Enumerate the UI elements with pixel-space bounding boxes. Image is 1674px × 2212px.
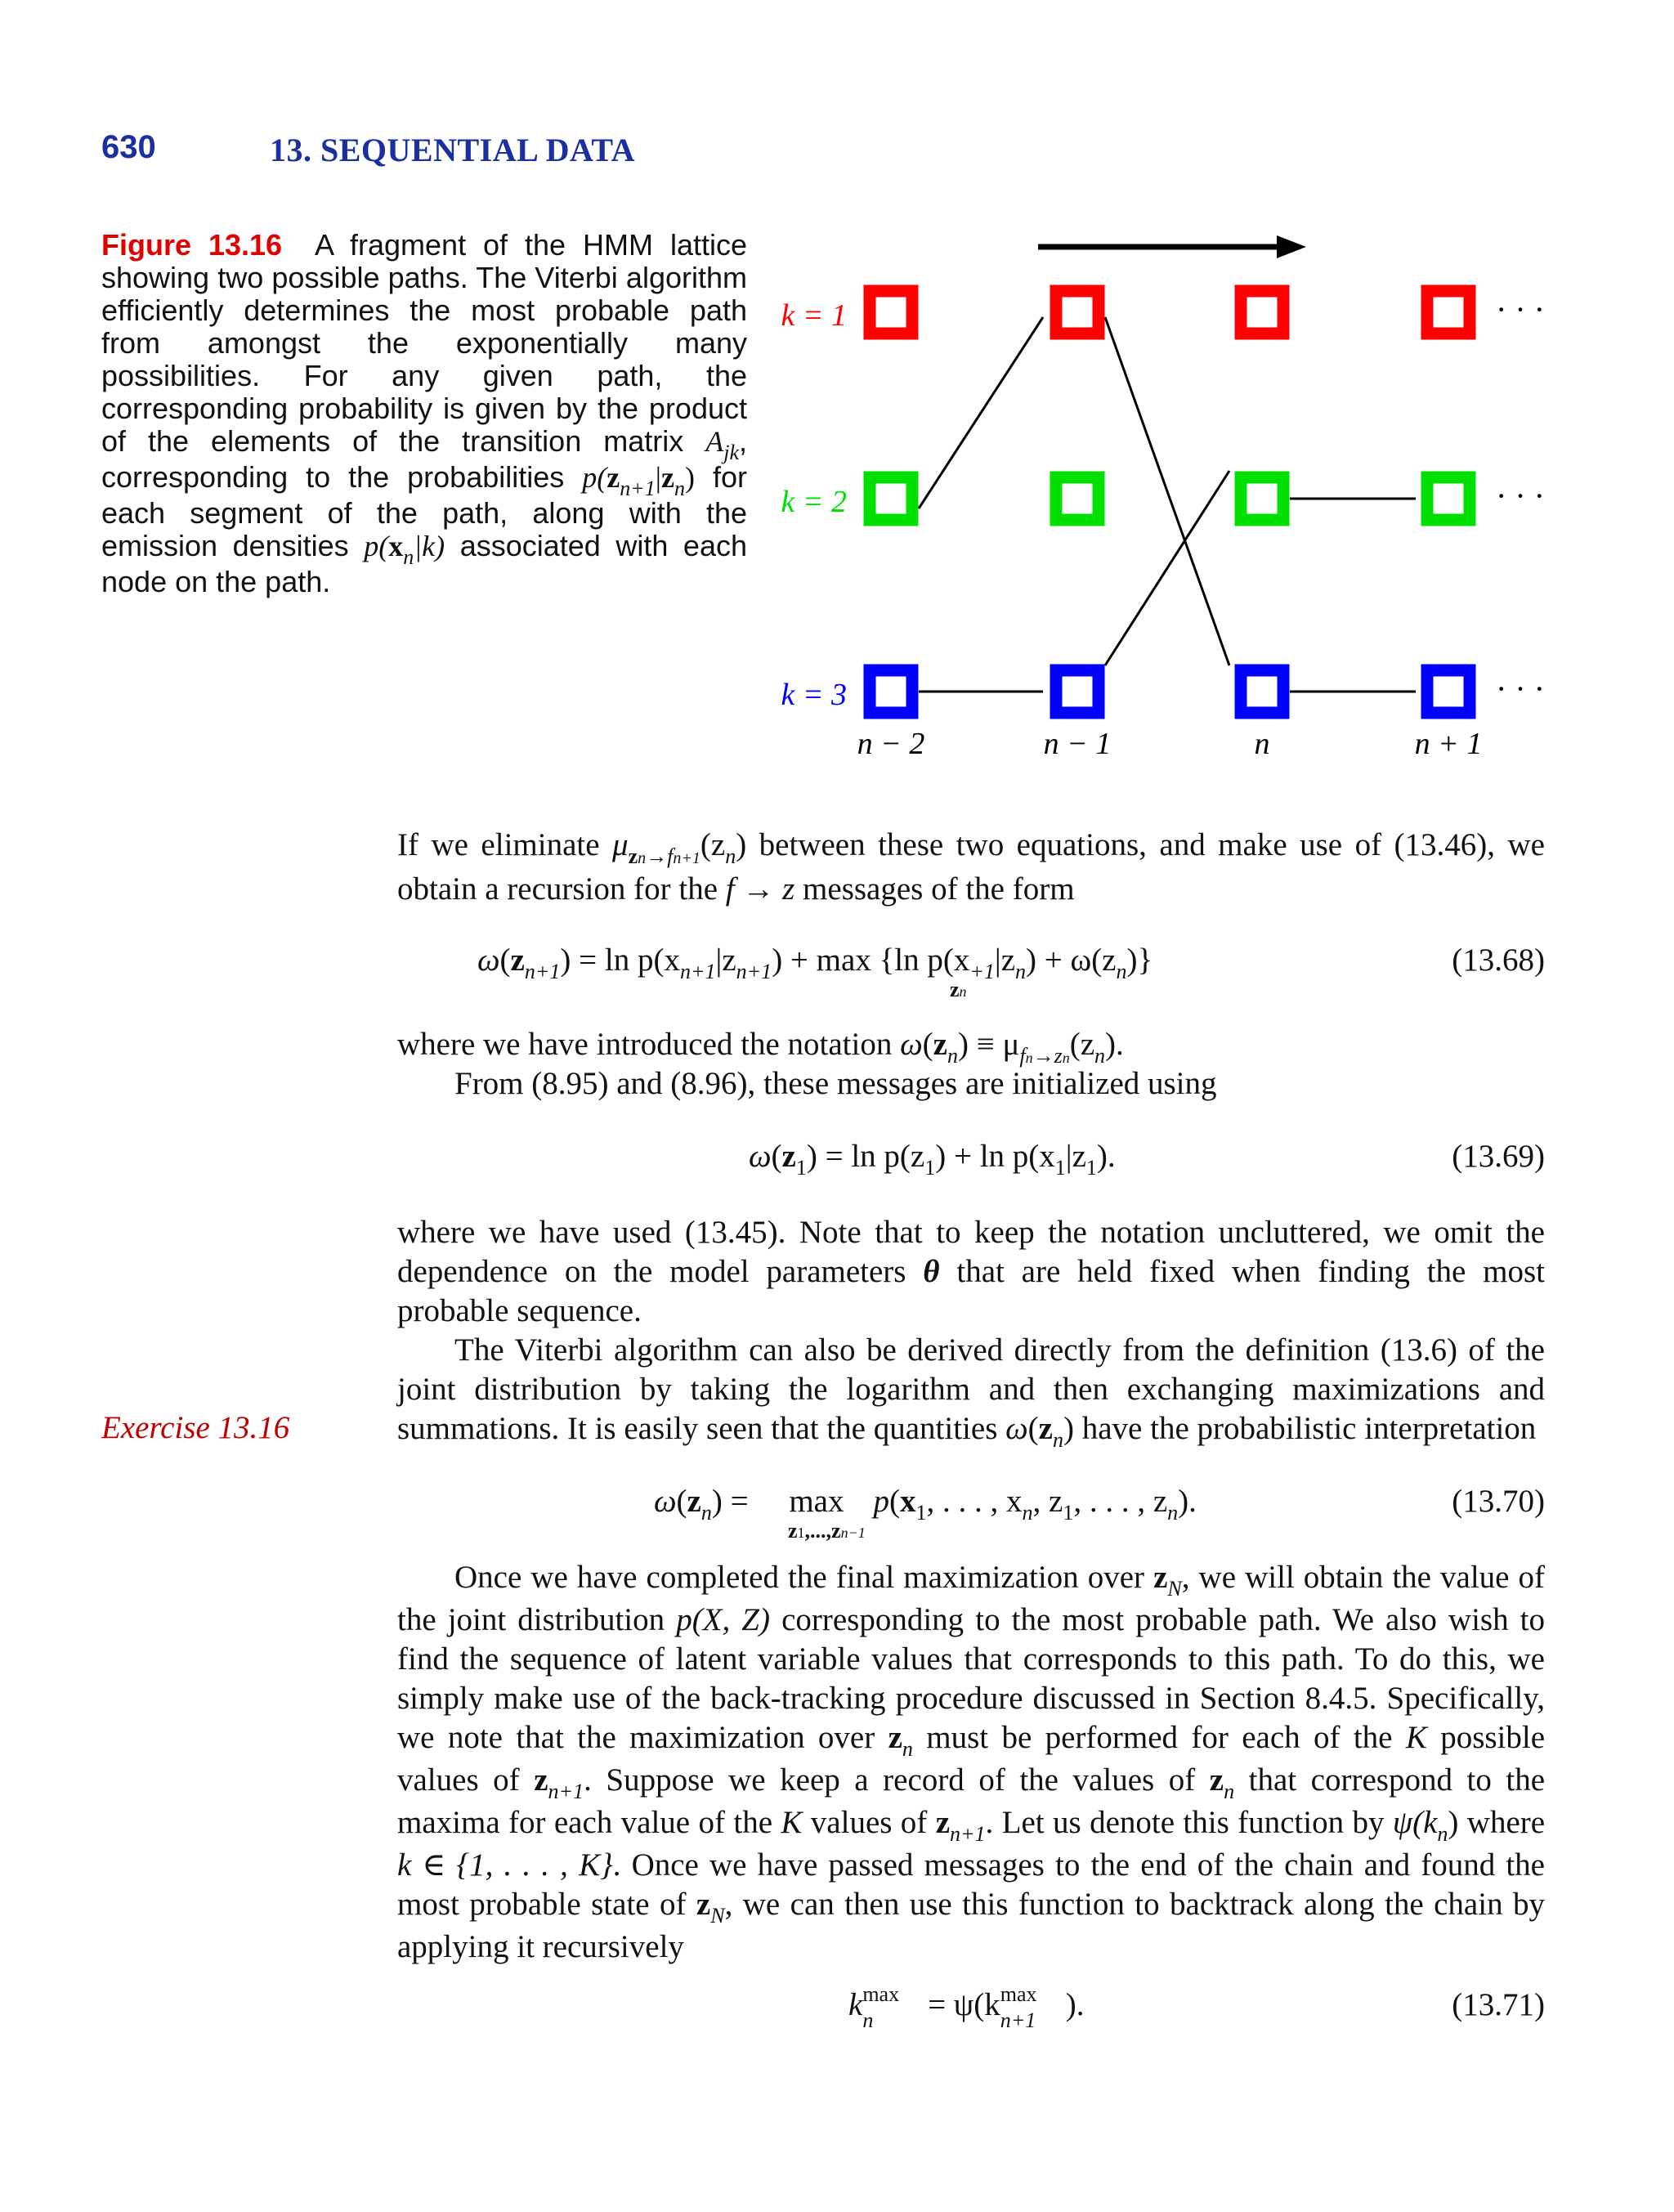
path-segment (1105, 317, 1229, 665)
eq68-max-subscript: zn (950, 978, 967, 1001)
paragraph-2: where we have introduced the notation $\omega(z_n) \equiv \mu_{fn\to zn}(z_n)$. (397, 1027, 1124, 1068)
page-number: 630 (101, 129, 156, 165)
equation-13-69: $\omega(z_1) = \ln p(z_1) + \ln p(x_1|z_1)$. (13.69) (749, 1139, 1545, 1180)
ellipsis-k2: · · · (1496, 477, 1545, 514)
ellipsis-k3: · · · (1496, 670, 1545, 707)
equation-13-70: $\omega(z_n) = \max p(x_1$, . . . , $x_n$, $z_1$, . . . , $z_n$). z1,...,zn−1 (13.70) (654, 1484, 1545, 1543)
figure-caption: Figure 13.16 A fragment of the HMM lattice showing two possible paths. The Viterbi algorithm efficiently determines the most probable path from amongst the exponentially many possibilities. For any given path, the corresponding probability is given by the product of the elements of the transition matrix $A_{jk}$, corresponding to the probabilities $p(z_{n+1}|z_n)$ for each segment of the path, along with the emission densities $p(x_n|k)$ associated with each node on the path. (101, 228, 748, 598)
node-k1-n-2 (870, 291, 912, 334)
node-k2-n+1 (1427, 477, 1470, 520)
node-k3-n (1241, 670, 1283, 713)
paragraph-1: If we eliminate $\mu_{zn\to fn+1}(z_n)$ between these two equations, and make use of (13.46), we obtain a recursion for the f → z messages of the form (397, 827, 1545, 907)
lattice-nodes (870, 291, 1470, 713)
column-label-n-1: n − 1 (1043, 727, 1112, 761)
path-segment (919, 317, 1043, 508)
equation-number-13-70: (13.70) (1452, 1484, 1545, 1519)
paragraph-5: The Viterbi algorithm can also be derived directly from the definition (13.6) of the joint distribution by taking the logarithm and then exchanging maximizations and summations. It is easily seen that the quantities $\omega(z_n)$ have the probabilistic interpretation (397, 1332, 1545, 1452)
column-label-n: n (1254, 727, 1270, 761)
column-label-n+1: n + 1 (1414, 727, 1483, 761)
row-label-k2: k = 2 (781, 485, 847, 519)
hmm-lattice-diagram (0, 0, 1674, 817)
margin-note-exercise[interactable]: Exercise 13.16 (101, 1410, 290, 1445)
equation-number-13-69: (13.69) (1452, 1139, 1545, 1174)
node-k1-n-1 (1056, 291, 1099, 334)
direction-arrow-head (1277, 235, 1306, 258)
paragraph-4: where we have used (13.45). Note that to keep the notation uncluttered, we omit the dependence on the model parameters θ that are held fixed when finding the most probable sequence. (397, 1215, 1546, 1328)
chapter-title: 13. SEQUENTIAL DATA (270, 132, 635, 168)
equation-number-13-71: (13.71) (1452, 1987, 1545, 2022)
node-k2-n (1241, 477, 1283, 520)
column-label-n-2: n − 2 (857, 727, 925, 761)
path-segment (1105, 471, 1229, 665)
ellipsis-k1: · · · (1496, 291, 1545, 328)
equation-number-13-68: (13.68) (1452, 943, 1545, 978)
row-label-k1: k = 1 (781, 298, 847, 333)
node-k1-n (1241, 291, 1283, 334)
paragraph-3: From (8.95) and (8.96), these messages are initialized using (454, 1066, 1217, 1101)
caption-text-1: A fragment of the HMM lattice showing two possible paths. The Viterbi algorithm efficiently determines the most probable path from amongst the exponentially many possibilities. For any given path, the corresponding probability is given by the product of the elements of the transition matrix (101, 228, 748, 458)
node-k1-n+1 (1427, 291, 1470, 334)
eq70-max-subscript: z1,...,zn−1 (788, 1519, 866, 1543)
equation-13-68: $\omega(z_{n+1}) = \ln p(x_{n+1}|z_{n+1}) + \max \{\ln$ $p(x_{+1}|z_n) + \omega(z_n)$} zn (13.68) (477, 943, 1545, 1001)
paragraph-6: Once we have completed the final maximization over $z_N$, we will obtain the value of the joint distribution p(X, Z) corresponding to the most probable path. We also wish to find the sequence of latent variable values that corresponds to this path. To do this, we simply make use of the back-tracking procedure discussed in Section 8.4.5. Specifically, we note that the maximization over $z_n$ must be performed for each of the K possible values of $z_{n+1}$. Suppose we keep a record of the values of $z_n$ that correspond to the maxima for each value of the K values of $z_{n+1}$. Let us denote this function by $\psi(k_n)$ where k ∈ {1, . . . , K}. Once we have passed messages to the end of the chain and found the most probable state of $z_N$, we can then use this function to backtrack along the chain by applying it recursively (397, 1560, 1546, 1964)
row-label-k3: k = 3 (781, 678, 847, 712)
node-k2-n-1 (1056, 477, 1099, 520)
lattice-paths (919, 317, 1416, 692)
node-k3-n-1 (1056, 670, 1099, 713)
figure-label: Figure 13.16 (101, 228, 283, 262)
node-k3-n-2 (870, 670, 912, 713)
node-k3-n+1 (1427, 670, 1470, 713)
equation-13-71: k max n = ψ(k max n+1 ). (13.71) (848, 1982, 1545, 2032)
node-k2-n-2 (870, 477, 912, 520)
